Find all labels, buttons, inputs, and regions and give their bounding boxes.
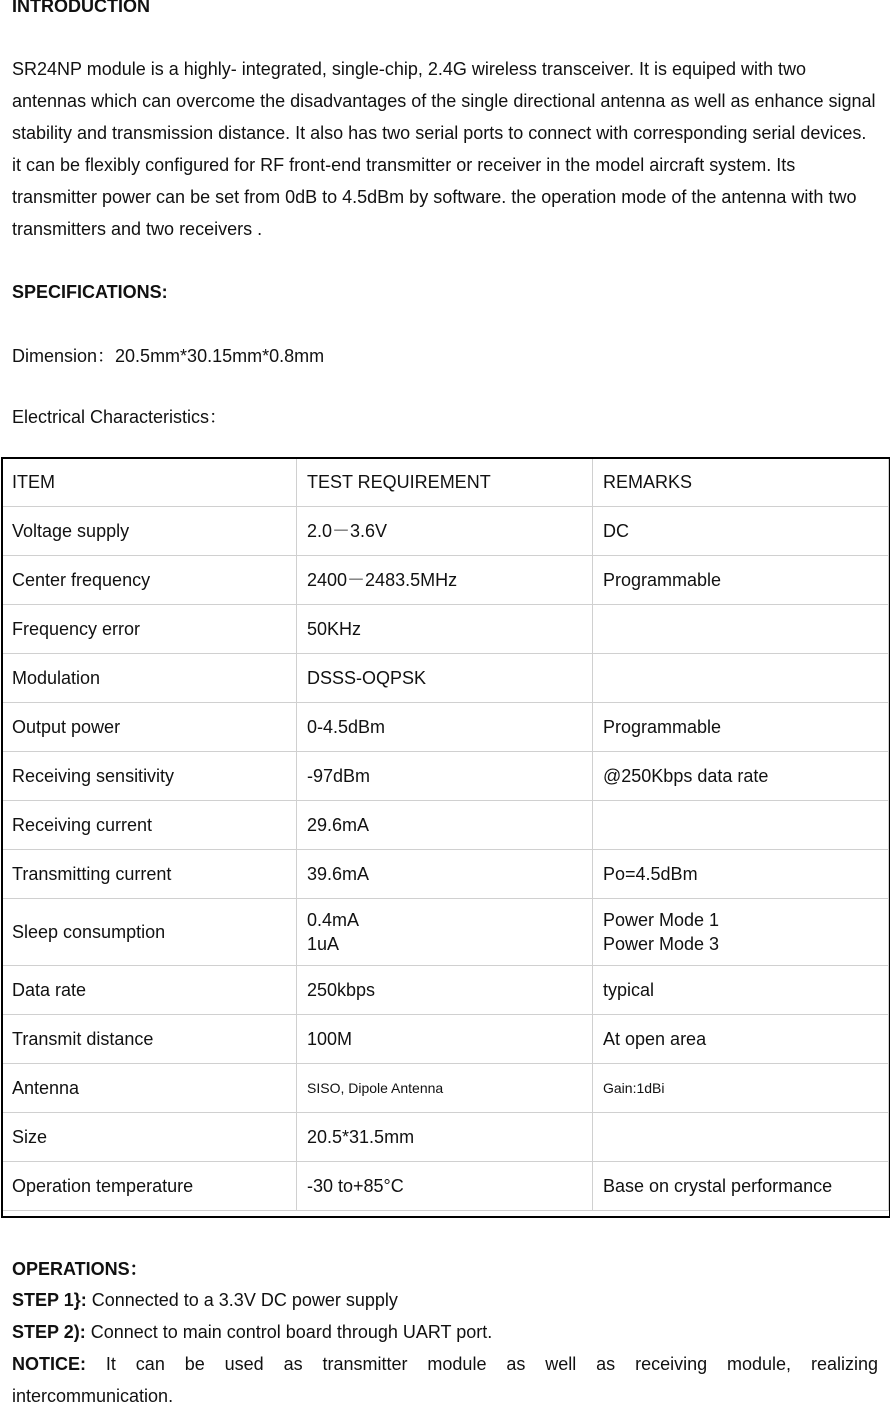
table-row — [2, 703, 889, 752]
notice-text: It can be used as transmitter module as well as receiving module, realizing — [86, 1354, 878, 1374]
cell-item: Receiving current — [2, 801, 297, 850]
step-1-text: Connected to a 3.3V DC power supply — [86, 1290, 398, 1310]
cell-requirement: 2400－2483.5MHz — [297, 556, 593, 605]
notice-continuation: intercommunication. — [12, 1386, 174, 1406]
cell-item: Frequency error — [2, 605, 297, 654]
table-row — [2, 1162, 889, 1211]
header-remarks: REMARKS — [593, 458, 889, 507]
cell-remark — [593, 654, 889, 703]
cell-remark: Po=4.5dBm — [593, 850, 889, 899]
cell-item: Voltage supply — [2, 507, 297, 556]
cell-requirement: 50KHz — [297, 605, 593, 654]
cell-remark: typical — [593, 966, 889, 1015]
cell-remark: Gain:1dBi — [593, 1064, 889, 1113]
cell-remark: Programmable — [593, 703, 889, 752]
cell-remark: Programmable — [593, 556, 889, 605]
cell-requirement: DSSS-OQPSK — [297, 654, 593, 703]
cell-requirement — [297, 899, 593, 966]
operations-heading: OPERATIONS： — [12, 1259, 148, 1279]
step-2-label: STEP 2): — [12, 1322, 86, 1342]
table-row — [2, 654, 889, 703]
table-row — [2, 1064, 889, 1113]
cell-requirement: -97dBm — [297, 752, 593, 801]
requirement-line-1: 0.4mA — [307, 910, 360, 930]
cell-item: Transmit distance — [2, 1015, 297, 1064]
cell-item: Receiving sensitivity — [2, 752, 297, 801]
header-test-requirement: TEST REQUIREMENT — [297, 458, 593, 507]
cell-requirement: -30 to+85°C — [297, 1162, 593, 1211]
step-1 — [12, 1284, 398, 1316]
cell-requirement: 250kbps — [297, 966, 593, 1015]
introduction-paragraph: SR24NP module is a highly- integrated, single-chip, 2.4G wireless transceiver. It is equiped with two antennas which can overcome the disadvantages of the single directional antenna as well as enhance signal stability and transmission distance. It also has two serial ports to connect with corresponding serial devices. it can be flexibly configured for RF front-end transmitter or receiver in the model aircraft system. Its transmitter power can be set from 0dB to 4.5dBm by software. the operation mode of the antenna with two transmitters and two receivers . — [12, 59, 876, 239]
introduction-heading: INTRODUCTION — [12, 0, 150, 16]
cell-item: Size — [2, 1113, 297, 1162]
cell-requirement: 100M — [297, 1015, 593, 1064]
dimension-line: Dimension：20.5mm*30.15mm*0.8mm — [12, 346, 325, 366]
table-row — [2, 850, 889, 899]
cell-remark — [593, 899, 889, 966]
step-1-label: STEP 1}: — [12, 1290, 87, 1310]
requirement-line-2: 1uA — [307, 934, 340, 954]
table-row — [2, 1015, 889, 1064]
remark-line-1: Power Mode 1 — [603, 910, 720, 930]
notice — [12, 1348, 878, 1380]
table-row — [2, 752, 889, 801]
cell-remark — [593, 1113, 889, 1162]
cell-remark: Base on crystal performance — [593, 1162, 889, 1211]
table-row — [2, 1113, 889, 1162]
spec-table — [1, 457, 889, 1211]
cell-requirement: 29.6mA — [297, 801, 593, 850]
table-row — [2, 556, 889, 605]
cell-item: Operation temperature — [2, 1162, 297, 1211]
step-2 — [12, 1316, 492, 1348]
step-2-text: Connect to main control board through UART port. — [85, 1322, 493, 1342]
electrical-characteristics-label: Electrical Characteristics： — [12, 407, 228, 427]
table-row — [2, 899, 889, 966]
header-item: ITEM — [2, 458, 297, 507]
cell-remark: DC — [593, 507, 889, 556]
remark-line-2: Power Mode 3 — [603, 934, 720, 954]
table-row — [2, 507, 889, 556]
cell-item: Center frequency — [2, 556, 297, 605]
table-row — [2, 966, 889, 1015]
cell-item: Output power — [2, 703, 297, 752]
cell-item: Modulation — [2, 654, 297, 703]
cell-remark — [593, 801, 889, 850]
cell-remark — [593, 605, 889, 654]
cell-requirement: 39.6mA — [297, 850, 593, 899]
table-header-row — [2, 458, 889, 507]
cell-requirement: 20.5*31.5mm — [297, 1113, 593, 1162]
table-row — [2, 801, 889, 850]
notice-label: NOTICE: — [12, 1354, 86, 1374]
specifications-heading: SPECIFICATIONS: — [12, 282, 168, 302]
cell-item: Sleep consumption — [2, 899, 297, 966]
table-row — [2, 605, 889, 654]
cell-item: Transmitting current — [2, 850, 297, 899]
cell-remark: @250Kbps data rate — [593, 752, 889, 801]
cell-item: Data rate — [2, 966, 297, 1015]
cell-requirement: SISO, Dipole Antenna — [297, 1064, 593, 1113]
cell-item: Antenna — [2, 1064, 297, 1113]
cell-requirement: 2.0－3.6V — [297, 507, 593, 556]
cell-requirement: 0-4.5dBm — [297, 703, 593, 752]
cell-remark: At open area — [593, 1015, 889, 1064]
